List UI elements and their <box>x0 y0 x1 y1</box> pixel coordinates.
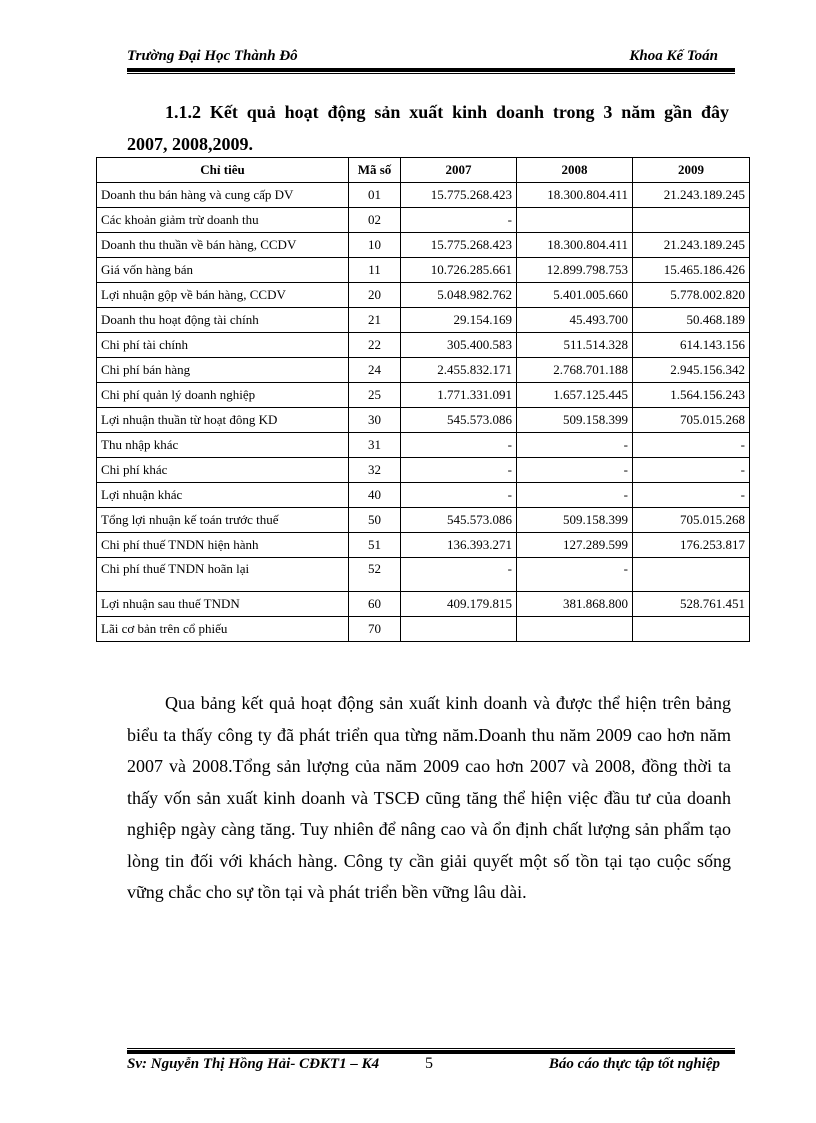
header-school: Trường Đại Học Thành Đô <box>127 48 298 64</box>
row-value-2009: 5.778.002.820 <box>633 283 750 308</box>
row-value-2009: - <box>633 483 750 508</box>
row-value-2008: - <box>517 433 633 458</box>
row-value-2009: 21.243.189.245 <box>633 183 750 208</box>
row-value-2007: - <box>401 208 517 233</box>
row-label: Chi phí khác <box>97 458 349 483</box>
row-code: 20 <box>349 283 401 308</box>
row-code: 02 <box>349 208 401 233</box>
table-row <box>97 483 750 508</box>
row-value-2008: 509.158.399 <box>517 508 633 533</box>
row-label: Thu nhập khác <box>97 433 349 458</box>
row-code: 51 <box>349 533 401 558</box>
section-heading <box>127 96 729 160</box>
row-value-2008: - <box>517 558 633 592</box>
table-header-row <box>97 158 750 183</box>
row-value-2009: 176.253.817 <box>633 533 750 558</box>
row-label: Lợi nhuận thuần từ hoạt đông KD <box>97 408 349 433</box>
header-rule-thin <box>127 73 735 74</box>
table-row <box>97 558 750 592</box>
page-header <box>127 48 735 68</box>
row-value-2007: 136.393.271 <box>401 533 517 558</box>
row-value-2008: 5.401.005.660 <box>517 283 633 308</box>
row-code: 24 <box>349 358 401 383</box>
row-value-2007: 10.726.285.661 <box>401 258 517 283</box>
row-label: Doanh thu hoạt động tài chính <box>97 308 349 333</box>
row-value-2008: 509.158.399 <box>517 408 633 433</box>
row-code: 11 <box>349 258 401 283</box>
row-value-2008: 1.657.125.445 <box>517 383 633 408</box>
footer-rule-thick <box>127 1050 735 1054</box>
row-label: Doanh thu bán hàng và cung cấp DV <box>97 183 349 208</box>
header-rule-thick <box>127 68 735 72</box>
footer-student: Sv: Nguyễn Thị Hồng Hải- CĐKT1 – K4 <box>127 1056 380 1072</box>
row-value-2007: 545.573.086 <box>401 508 517 533</box>
row-value-2008: 45.493.700 <box>517 308 633 333</box>
row-code: 52 <box>349 558 401 592</box>
row-value-2008: 127.289.599 <box>517 533 633 558</box>
row-label: Lợi nhuận gộp về bán hàng, CCDV <box>97 283 349 308</box>
row-value-2007: - <box>401 458 517 483</box>
table-row <box>97 308 750 333</box>
row-value-2009: 705.015.268 <box>633 408 750 433</box>
col-header-code: Mã số <box>349 158 401 183</box>
row-value-2009: 1.564.156.243 <box>633 383 750 408</box>
col-header-indicator: Chỉ tiêu <box>97 158 349 183</box>
row-value-2009 <box>633 558 750 592</box>
row-value-2007: 15.775.268.423 <box>401 183 517 208</box>
row-label: Chi phí tài chính <box>97 333 349 358</box>
row-code: 30 <box>349 408 401 433</box>
row-code: 31 <box>349 433 401 458</box>
row-value-2007: 29.154.169 <box>401 308 517 333</box>
table-row <box>97 533 750 558</box>
row-label: Lãi cơ bản trên cổ phiếu <box>97 617 349 642</box>
table-row <box>97 233 750 258</box>
row-value-2008: 18.300.804.411 <box>517 233 633 258</box>
row-label: Các khoản giảm trừ doanh thu <box>97 208 349 233</box>
table-row <box>97 258 750 283</box>
row-code: 60 <box>349 592 401 617</box>
footer-report-title: Báo cáo thực tập tốt nghiệp <box>548 1056 720 1072</box>
row-label: Chi phí bán hàng <box>97 358 349 383</box>
row-label: Chi phí thuế TNDN hoãn lại <box>97 558 349 592</box>
row-label: Doanh thu thuần về bán hàng, CCDV <box>97 233 349 258</box>
header-department: Khoa Kế Toán <box>629 48 718 64</box>
section-heading-line1: 1.1.2 Kết quả hoạt động sản xuất kinh doanh trong 3 năm gần đây <box>165 102 729 122</box>
table-row <box>97 183 750 208</box>
row-value-2009: - <box>633 433 750 458</box>
row-code: 50 <box>349 508 401 533</box>
row-value-2007: 409.179.815 <box>401 592 517 617</box>
row-value-2007: 1.771.331.091 <box>401 383 517 408</box>
table-body <box>97 183 750 642</box>
row-code: 01 <box>349 183 401 208</box>
row-value-2009 <box>633 208 750 233</box>
row-value-2007: 15.775.268.423 <box>401 233 517 258</box>
row-label: Giá vốn hàng bán <box>97 258 349 283</box>
table-row <box>97 383 750 408</box>
row-code: 25 <box>349 383 401 408</box>
row-value-2007: - <box>401 558 517 592</box>
footer-rule-thin <box>127 1048 735 1049</box>
row-value-2007: 5.048.982.762 <box>401 283 517 308</box>
row-value-2009: 614.143.156 <box>633 333 750 358</box>
row-value-2007: 2.455.832.171 <box>401 358 517 383</box>
row-value-2009: 705.015.268 <box>633 508 750 533</box>
row-code: 40 <box>349 483 401 508</box>
table-row <box>97 433 750 458</box>
row-value-2009: 528.761.451 <box>633 592 750 617</box>
row-code: 70 <box>349 617 401 642</box>
row-value-2008: 381.868.800 <box>517 592 633 617</box>
table-row <box>97 458 750 483</box>
row-code: 21 <box>349 308 401 333</box>
row-value-2008: - <box>517 483 633 508</box>
row-value-2007: 545.573.086 <box>401 408 517 433</box>
row-value-2009: 21.243.189.245 <box>633 233 750 258</box>
page-footer <box>127 1056 735 1080</box>
row-label: Chi phí thuế TNDN hiện hành <box>97 533 349 558</box>
row-label: Lợi nhuận khác <box>97 483 349 508</box>
row-label: Tổng lợi nhuận kế toán trước thuế <box>97 508 349 533</box>
col-header-2007: 2007 <box>401 158 517 183</box>
row-code: 22 <box>349 333 401 358</box>
table-row <box>97 408 750 433</box>
section-heading-line2: 2007, 2008,2009. <box>127 134 253 154</box>
page-number: 5 <box>425 1055 433 1072</box>
col-header-2009: 2009 <box>633 158 750 183</box>
table-row <box>97 617 750 642</box>
row-value-2008: 511.514.328 <box>517 333 633 358</box>
row-value-2008: - <box>517 458 633 483</box>
row-value-2008: 12.899.798.753 <box>517 258 633 283</box>
table-row <box>97 508 750 533</box>
row-code: 10 <box>349 233 401 258</box>
row-value-2009: - <box>633 458 750 483</box>
table-row <box>97 333 750 358</box>
row-value-2007: - <box>401 483 517 508</box>
table-row <box>97 592 750 617</box>
table-row <box>97 283 750 308</box>
row-value-2008: 2.768.701.188 <box>517 358 633 383</box>
row-value-2008 <box>517 617 633 642</box>
col-header-2008: 2008 <box>517 158 633 183</box>
row-value-2007: - <box>401 433 517 458</box>
row-value-2008 <box>517 208 633 233</box>
row-value-2009: 2.945.156.342 <box>633 358 750 383</box>
row-value-2007: 305.400.583 <box>401 333 517 358</box>
row-value-2009: 50.468.189 <box>633 308 750 333</box>
row-label: Chi phí quản lý doanh nghiệp <box>97 383 349 408</box>
table-row <box>97 358 750 383</box>
analysis-paragraph: Qua bảng kết quả hoạt động sản xuất kinh doanh và được thể hiện trên bảng biểu ta thấy công ty đã phát triển qua từng năm.Doanh thu năm 2009 cao hơn năm 2007 và 2008.Tổng sản lượng của năm 2009 cao hơn 2007 và 2008, đồng thời ta thấy vốn sản xuất kinh doanh và TSCĐ cũng tăng thể hiện việc đầu tư của doanh nghiệp ngày càng tăng. Tuy nhiên để nâng cao và ổn định chất lượng sản phẩm tạo lòng tin đối với khách hàng. Công ty cần giải quyết một số tồn tại tạo cuộc sống vững chắc cho sự tồn tại và phát triển bền vững lâu dài. <box>127 693 731 902</box>
row-code: 32 <box>349 458 401 483</box>
business-results-table <box>96 157 750 642</box>
row-value-2009: 15.465.186.426 <box>633 258 750 283</box>
row-value-2009 <box>633 617 750 642</box>
row-value-2008: 18.300.804.411 <box>517 183 633 208</box>
row-value-2007 <box>401 617 517 642</box>
table-row <box>97 208 750 233</box>
row-label: Lợi nhuận sau thuế TNDN <box>97 592 349 617</box>
